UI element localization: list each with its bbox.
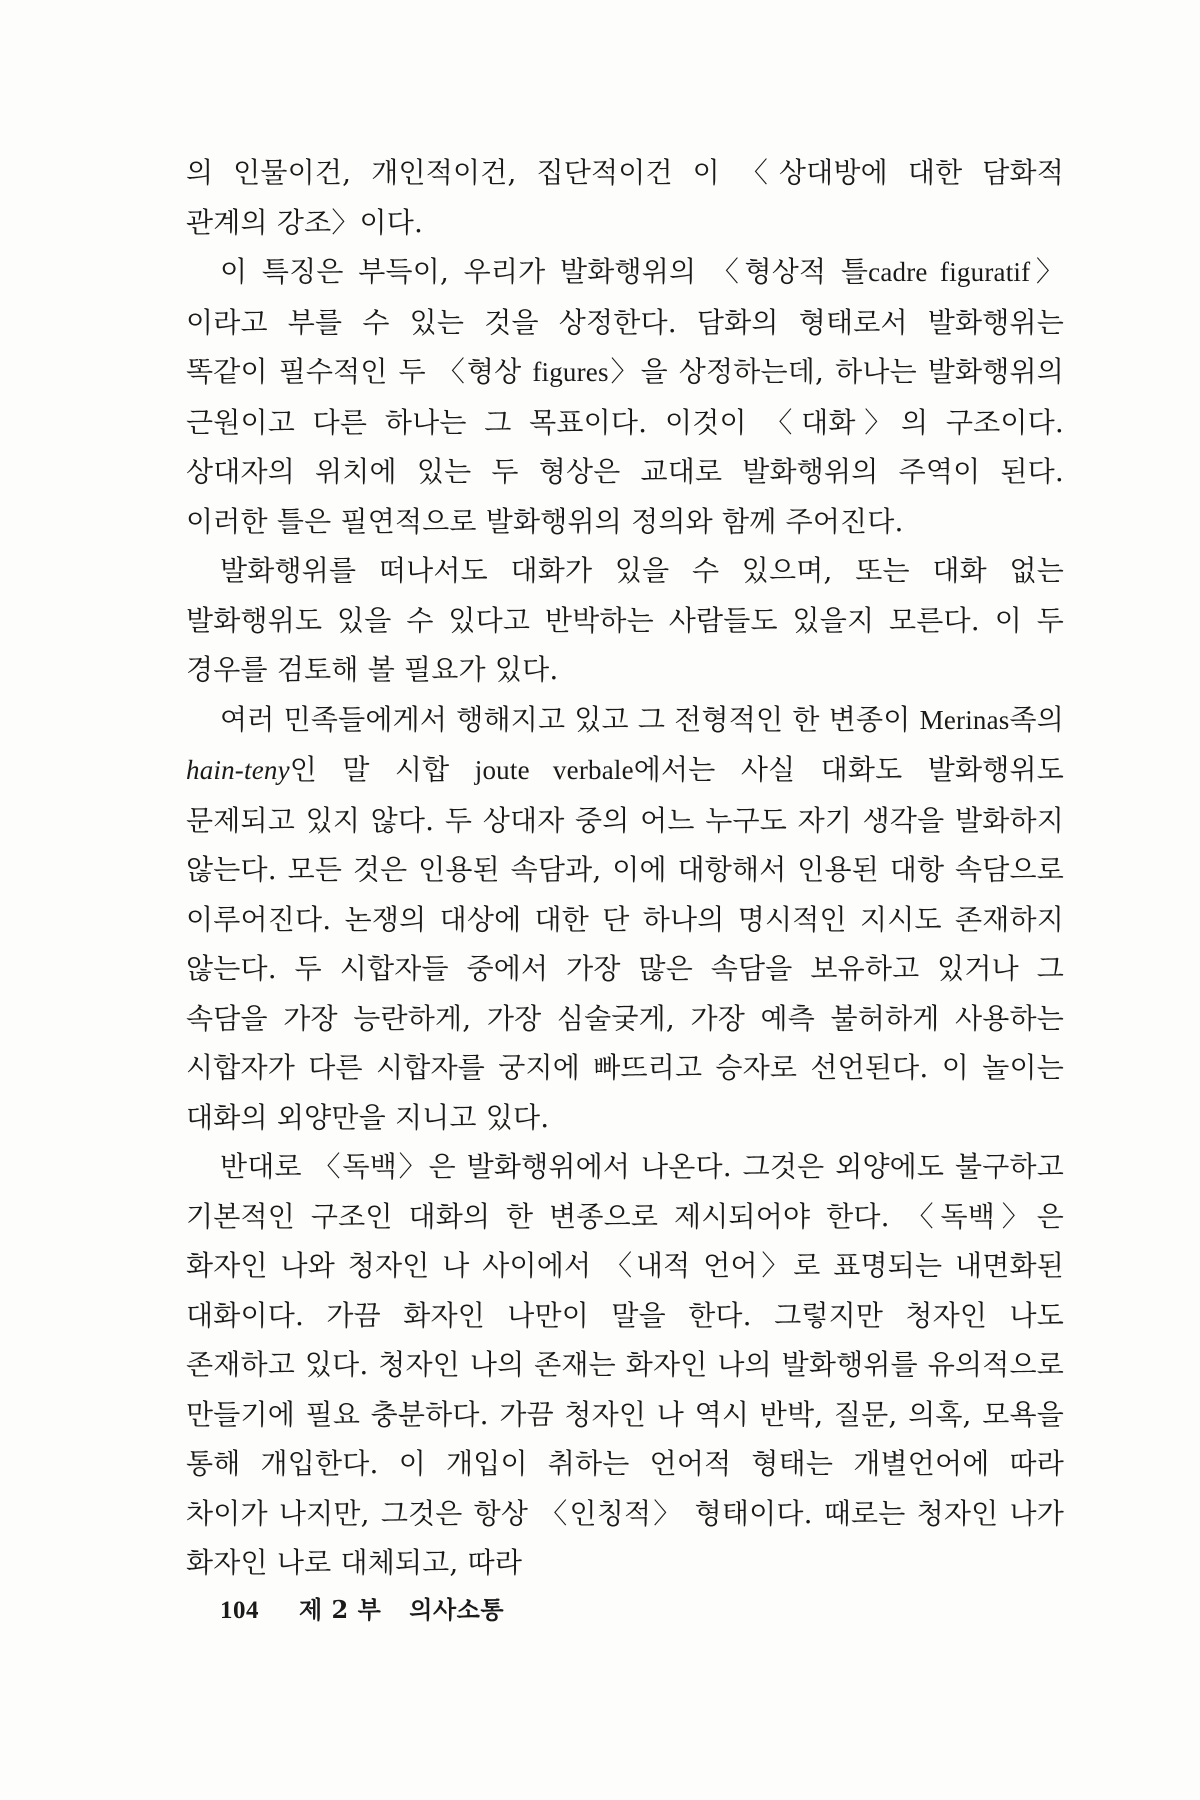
foreign-term: Merinas <box>919 704 1010 735</box>
paragraph-text: 반대로 〈독백〉은 발화행위에서 나온다. 그것은 외양에도 불구하고 기본적인 구조인 대화의 한 변종으로 제시되어야 한다. 〈독백〉은 화자인 나와 청자인 나 사이에서 〈내적 언어〉로 표명되는 내면화된 대화이다. 가끔 화자인 나만이 말을 한다. 그렇지만 청자인 나도 존재하고 있다. 청자인 나의 존재는 화자인 나의 발화행위를 유의적으로 만들기에 필요 충분하다. 가끔 청자인 나 역시 반박, 질문, 의혹, 모욕을 통해 개입한다. 이 개입이 취하는 언어적 형태는 개별언어에 따라 차이가 나지만, 그것은 항상 〈인칭적〉 형태이다. 때로는 청자인 나가 화자인 나로 대체되고, 따라 <box>186 1150 1064 1579</box>
foreign-term-italic: hain-teny <box>186 755 290 785</box>
paragraph <box>186 695 1064 1143</box>
chapter-title: 의사소통 <box>409 1595 505 1624</box>
paragraph <box>186 247 1064 546</box>
page-number: 104 <box>220 1597 259 1624</box>
part-label: 제 2 부 <box>299 1595 382 1624</box>
paragraph-text: 족의 <box>1009 702 1064 736</box>
foreign-term: figures <box>532 357 609 387</box>
paragraph-text: 〉이라고 부를 수 있는 것을 상정한다. 담화의 형태로서 발화행위는 똑같이 필수적인 두 〈형상 <box>186 255 1065 388</box>
foreign-term: cadre figuratif <box>868 257 1031 287</box>
page-body <box>186 148 1064 1588</box>
paragraph-text: 인 말 시합 <box>289 753 475 786</box>
paragraph <box>186 1142 1064 1588</box>
paragraph <box>186 546 1064 695</box>
paragraph-text: 〉을 상정하는데, 하나는 발화행위의 근원이고 다른 하나는 그 목표이다. 이것이 〈대화〉의 구조이다. 상대자의 위치에 있는 두 형상은 교대로 발화행위의 주역이 된다. 이러한 틀은 필연적으로 발화행위의 정의와 함께 주어진다. <box>186 355 1064 538</box>
foreign-term: joute verbale <box>474 755 634 785</box>
paragraph-text: 에서는 사실 대화도 발화행위도 문제되고 있지 않다. 두 상대자 중의 어느 누구도 자기 생각을 발화하지 않는다. 모든 것은 인용된 속담과, 이에 대항해서 인용된 대항 속담으로 이루어진다. 논쟁의 대상에 대한 단 하나의 명시적인 지시도 존재하지 않는다. 두 시합자들 중에서 가장 많은 속담을 보유하고 있거나 그 속담을 가장 능란하게, 가장 심술궂게, 가장 예측 불허하게 사용하는 시합자가 다른 시합자를 궁지에 빠뜨리고 승자로 선언된다. 이 놀이는 대화의 외양만을 지니고 있다. <box>186 753 1065 1134</box>
page-footer <box>220 1590 504 1625</box>
paragraph-text: 여러 민족들에게서 행해지고 있고 그 전형적인 한 변종이 <box>220 702 920 736</box>
paragraph <box>186 148 1064 247</box>
paragraph-text: 발화행위를 떠나서도 대화가 있을 수 있으며, 또는 대화 없는 발화행위도 있을 수 있다고 반박하는 사람들도 있을지 모른다. 이 두 경우를 검토해 볼 필요가 있다. <box>186 554 1064 686</box>
paragraph-text: 이 특징은 부득이, 우리가 발화행위의 〈형상적 틀 <box>220 255 869 288</box>
paragraph-text: 의 인물이건, 개인적이건, 집단적이건 이 〈상대방에 대한 담화적 관계의 강조〉이다. <box>186 156 1064 239</box>
